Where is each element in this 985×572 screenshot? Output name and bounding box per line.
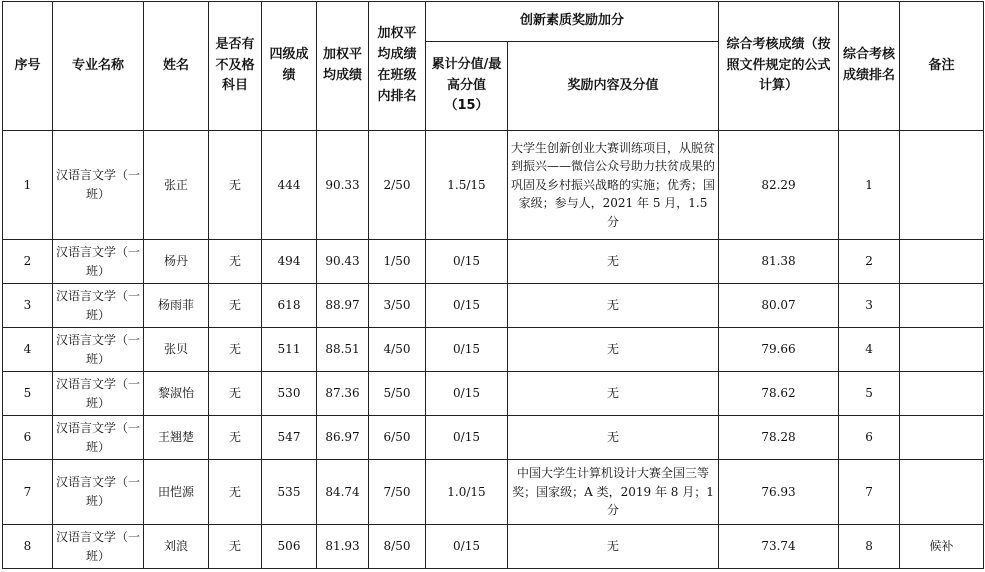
cell-weighted-rank: 1/50 [369, 240, 426, 284]
header-cet4: 四级成绩 [262, 2, 317, 131]
header-innovation-content: 奖励内容及分值 [508, 42, 719, 131]
cell-note: 候补 [900, 525, 984, 569]
table-row [3, 416, 984, 460]
cell-cet4: 547 [262, 416, 317, 460]
cell-cet4: 494 [262, 240, 317, 284]
header-major: 专业名称 [53, 2, 144, 131]
cell-note [900, 240, 984, 284]
cell-major: 汉语言文学（一班） [53, 416, 144, 460]
cell-weighted-rank: 5/50 [369, 372, 426, 416]
cell-fail: 无 [209, 372, 262, 416]
cell-name: 刘浪 [144, 525, 209, 569]
table-row [3, 284, 984, 328]
cell-composite-rank: 3 [839, 284, 900, 328]
table-row [3, 460, 984, 525]
cell-weighted-rank: 3/50 [369, 284, 426, 328]
cell-innovation-score: 0/15 [426, 240, 508, 284]
cell-composite: 73.74 [719, 525, 839, 569]
cell-composite-rank: 7 [839, 460, 900, 525]
cell-seq: 1 [3, 131, 53, 240]
cell-innovation-content: 无 [508, 525, 719, 569]
cell-name: 田恺源 [144, 460, 209, 525]
cell-cet4: 506 [262, 525, 317, 569]
cell-seq: 3 [3, 284, 53, 328]
header-seq: 序号 [3, 2, 53, 131]
cell-weighted-average: 86.97 [317, 416, 369, 460]
cell-seq: 5 [3, 372, 53, 416]
cell-innovation-score: 1.5/15 [426, 131, 508, 240]
cell-weighted-rank: 7/50 [369, 460, 426, 525]
cell-composite: 80.07 [719, 284, 839, 328]
cell-composite-rank: 6 [839, 416, 900, 460]
cell-innovation-score: 0/15 [426, 284, 508, 328]
score-table [2, 1, 984, 569]
cell-composite-rank: 8 [839, 525, 900, 569]
cell-innovation-content: 无 [508, 240, 719, 284]
cell-composite-rank: 2 [839, 240, 900, 284]
cell-composite-rank: 4 [839, 328, 900, 372]
cell-cet4: 511 [262, 328, 317, 372]
cell-major: 汉语言文学（一班） [53, 284, 144, 328]
cell-fail: 无 [209, 525, 262, 569]
cell-innovation-score: 0/15 [426, 525, 508, 569]
cell-name: 张正 [144, 131, 209, 240]
cell-cet4: 535 [262, 460, 317, 525]
cell-weighted-average: 88.51 [317, 328, 369, 372]
cell-composite-rank: 1 [839, 131, 900, 240]
cell-note [900, 372, 984, 416]
table-row [3, 240, 984, 284]
cell-note [900, 284, 984, 328]
cell-weighted-average: 90.43 [317, 240, 369, 284]
cell-seq: 7 [3, 460, 53, 525]
cell-note [900, 131, 984, 240]
cell-seq: 4 [3, 328, 53, 372]
cell-composite: 81.38 [719, 240, 839, 284]
cell-fail: 无 [209, 240, 262, 284]
cell-cet4: 530 [262, 372, 317, 416]
cell-name: 张贝 [144, 328, 209, 372]
table-row [3, 372, 984, 416]
cell-name: 杨丹 [144, 240, 209, 284]
header-innovation-group: 创新素质奖励加分 [426, 2, 719, 42]
cell-note [900, 460, 984, 525]
header-composite-rank: 综合考核成绩排名 [839, 2, 900, 131]
cell-composite: 78.28 [719, 416, 839, 460]
cell-major: 汉语言文学（一班） [53, 372, 144, 416]
cell-innovation-score: 0/15 [426, 372, 508, 416]
header-note: 备注 [900, 2, 984, 131]
cell-cet4: 444 [262, 131, 317, 240]
header-weighted-average: 加权平均成绩 [317, 2, 369, 131]
cell-composite: 78.62 [719, 372, 839, 416]
cell-composite: 76.93 [719, 460, 839, 525]
cell-major: 汉语言文学（一班） [53, 328, 144, 372]
cell-name: 杨雨菲 [144, 284, 209, 328]
cell-note [900, 328, 984, 372]
cell-major: 汉语言文学（一班） [53, 525, 144, 569]
cell-innovation-content: 无 [508, 328, 719, 372]
cell-innovation-score: 1.0/15 [426, 460, 508, 525]
cell-weighted-rank: 2/50 [369, 131, 426, 240]
cell-innovation-score: 0/15 [426, 328, 508, 372]
cell-fail: 无 [209, 284, 262, 328]
cell-seq: 8 [3, 525, 53, 569]
cell-composite: 79.66 [719, 328, 839, 372]
cell-cet4: 618 [262, 284, 317, 328]
cell-innovation-content: 无 [508, 284, 719, 328]
cell-major: 汉语言文学（一班） [53, 460, 144, 525]
cell-innovation-content: 中国大学生计算机设计大赛全国三等奖；国家级；A 类，2019 年 8 月；1 分 [508, 460, 719, 525]
cell-weighted-average: 84.74 [317, 460, 369, 525]
cell-composite-rank: 5 [839, 372, 900, 416]
cell-fail: 无 [209, 328, 262, 372]
cell-note [900, 416, 984, 460]
cell-innovation-content: 无 [508, 416, 719, 460]
cell-major: 汉语言文学（一班） [53, 131, 144, 240]
cell-composite: 82.29 [719, 131, 839, 240]
cell-weighted-rank: 6/50 [369, 416, 426, 460]
header-weighted-rank: 加权平均成绩在班级内排名 [369, 2, 426, 131]
cell-name: 黎淑怡 [144, 372, 209, 416]
cell-fail: 无 [209, 131, 262, 240]
cell-seq: 6 [3, 416, 53, 460]
header-innovation-score: 累计分值/最高分值（15） [426, 42, 508, 131]
header-composite: 综合考核成绩（按照文件规定的公式计算） [719, 2, 839, 131]
cell-innovation-score: 0/15 [426, 416, 508, 460]
cell-weighted-average: 88.97 [317, 284, 369, 328]
cell-innovation-content: 大学生创新创业大赛训练项目，从脱贫到振兴——微信公众号助力扶贫成果的巩固及乡村振兴战略的实施；优秀；国家级；参与人，2021 年 5 月，1.5 分 [508, 131, 719, 240]
cell-fail: 无 [209, 416, 262, 460]
cell-weighted-rank: 8/50 [369, 525, 426, 569]
cell-innovation-content: 无 [508, 372, 719, 416]
cell-weighted-average: 81.93 [317, 525, 369, 569]
cell-major: 汉语言文学（一班） [53, 240, 144, 284]
cell-fail: 无 [209, 460, 262, 525]
header-name: 姓名 [144, 2, 209, 131]
header-fail: 是否有不及格科目 [209, 2, 262, 131]
cell-weighted-average: 90.33 [317, 131, 369, 240]
table-row [3, 328, 984, 372]
cell-weighted-rank: 4/50 [369, 328, 426, 372]
cell-weighted-average: 87.36 [317, 372, 369, 416]
table-row [3, 131, 984, 240]
table-row [3, 525, 984, 569]
cell-seq: 2 [3, 240, 53, 284]
cell-name: 王翘楚 [144, 416, 209, 460]
